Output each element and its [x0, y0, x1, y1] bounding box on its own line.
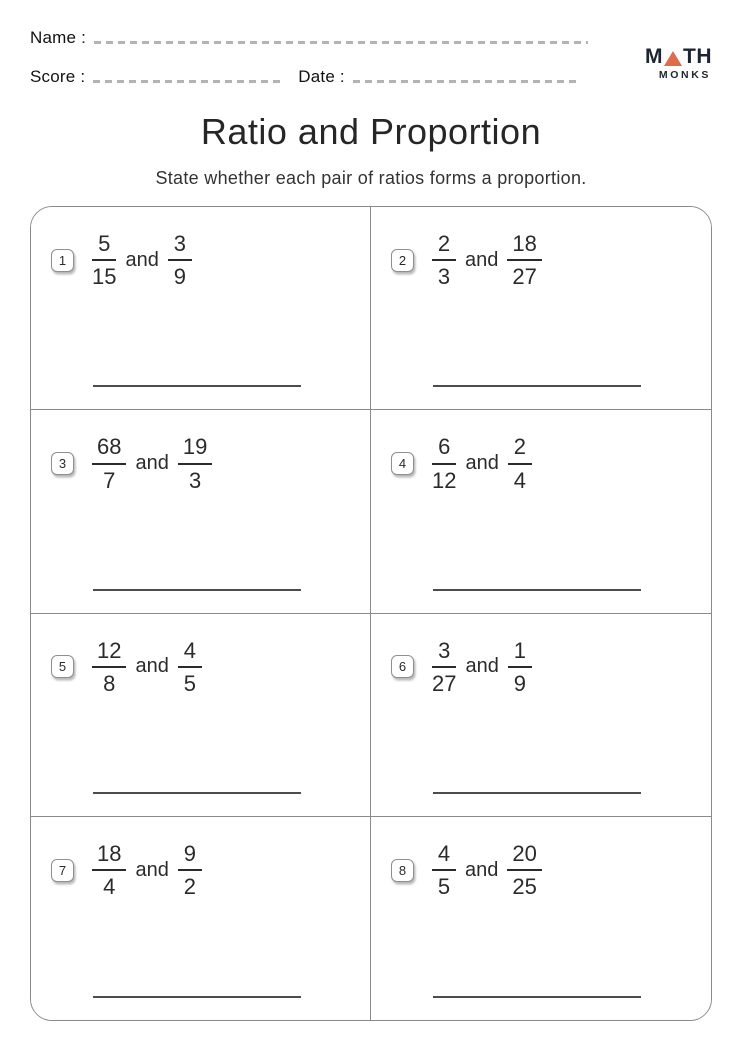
problem-statement — [31, 207, 370, 290]
first-fraction — [432, 231, 456, 290]
problem-statement — [31, 410, 370, 493]
problem-statement — [371, 614, 711, 697]
instruction-text: State whether each pair of ratios forms a proportion. — [155, 168, 587, 188]
score-field — [30, 67, 282, 87]
second-fraction-numerator: 19 — [178, 434, 212, 464]
first-fraction-numerator: 4 — [432, 841, 456, 871]
problem-statement — [31, 817, 370, 900]
answer-line[interactable] — [433, 589, 641, 591]
second-fraction-numerator: 18 — [507, 231, 541, 261]
score-label: Score : — [30, 67, 86, 86]
second-fraction — [507, 231, 541, 290]
first-fraction-denominator: 27 — [432, 670, 457, 696]
logo-letter-m: M — [645, 45, 663, 68]
date-label: Date : — [298, 67, 345, 86]
triangle-icon — [664, 51, 682, 66]
problem-cell — [371, 410, 711, 613]
first-fraction-numerator: 6 — [432, 434, 456, 464]
problem-statement — [371, 817, 711, 900]
conjunction-text: and — [135, 655, 169, 678]
first-fraction-denominator: 12 — [432, 467, 457, 493]
logo-tagline: MONKS — [658, 69, 711, 81]
second-fraction-denominator: 9 — [173, 264, 186, 290]
second-fraction-denominator: 4 — [513, 467, 526, 493]
first-fraction-numerator: 12 — [92, 638, 126, 668]
logo-wordmark — [645, 46, 712, 67]
second-fraction — [178, 638, 202, 697]
conjunction-text: and — [465, 655, 499, 678]
problem-number-badge: 7 — [51, 859, 74, 882]
first-fraction — [92, 841, 126, 900]
first-fraction — [92, 434, 126, 493]
second-fraction-denominator: 5 — [183, 670, 196, 696]
problem-cell — [371, 817, 711, 1020]
problem-number-badge: 4 — [391, 452, 414, 475]
second-fraction-numerator: 9 — [178, 841, 202, 871]
second-fraction-denominator: 3 — [188, 467, 202, 493]
second-fraction — [168, 231, 192, 290]
first-fraction — [432, 841, 456, 900]
problem-cell — [31, 614, 371, 817]
conjunction-text: and — [125, 248, 159, 271]
answer-line[interactable] — [433, 385, 641, 387]
problem-number-badge: 6 — [391, 655, 414, 678]
answer-line[interactable] — [93, 996, 301, 998]
conjunction-text: and — [135, 452, 169, 475]
conjunction-text: and — [135, 858, 169, 881]
name-input-line[interactable] — [94, 41, 588, 44]
problem-cell — [31, 817, 371, 1020]
first-fraction-denominator: 4 — [103, 874, 116, 900]
first-fraction — [432, 434, 456, 493]
problem-number-badge: 2 — [391, 249, 414, 272]
logo-letters-th: TH — [683, 45, 712, 68]
problem-cell — [371, 614, 711, 817]
first-fraction-denominator: 7 — [103, 467, 116, 493]
problem-statement — [371, 207, 711, 290]
answer-line[interactable] — [93, 792, 301, 794]
first-fraction-denominator: 8 — [103, 670, 116, 696]
first-fraction-numerator: 68 — [92, 434, 126, 464]
date-field — [298, 67, 579, 87]
conjunction-text: and — [465, 452, 499, 475]
name-label: Name : — [30, 28, 86, 47]
conjunction-text: and — [465, 248, 499, 271]
answer-line[interactable] — [433, 996, 641, 998]
problem-number-badge: 8 — [391, 859, 414, 882]
first-fraction-denominator: 3 — [437, 264, 451, 290]
first-fraction-numerator: 2 — [432, 231, 456, 261]
problem-number-badge: 5 — [51, 655, 74, 678]
second-fraction-numerator: 4 — [178, 638, 202, 668]
second-fraction-numerator: 20 — [507, 841, 541, 871]
second-fraction-denominator: 25 — [512, 874, 537, 900]
first-fraction-numerator: 18 — [92, 841, 126, 871]
problem-number-badge: 1 — [51, 249, 74, 272]
second-fraction-denominator: 9 — [513, 670, 526, 696]
problem-number-badge: 3 — [51, 452, 74, 475]
problems-grid — [30, 206, 712, 1021]
first-fraction-numerator: 3 — [432, 638, 456, 668]
second-fraction-denominator: 27 — [512, 264, 537, 290]
second-fraction — [178, 434, 212, 493]
first-fraction — [92, 638, 126, 697]
second-fraction — [507, 841, 541, 900]
first-fraction-denominator: 5 — [437, 874, 451, 900]
second-fraction-numerator: 2 — [508, 434, 532, 464]
conjunction-text: and — [465, 858, 499, 881]
first-fraction-denominator: 15 — [92, 264, 117, 290]
answer-line[interactable] — [93, 589, 301, 591]
first-fraction-numerator: 5 — [92, 231, 116, 261]
second-fraction-numerator: 3 — [168, 231, 192, 261]
math-monks-logo — [645, 46, 712, 81]
problem-cell — [31, 410, 371, 613]
answer-line[interactable] — [433, 792, 641, 794]
score-date-row — [30, 67, 712, 87]
problem-cell — [371, 207, 711, 410]
second-fraction — [508, 638, 532, 697]
name-field — [30, 28, 712, 48]
problem-statement — [31, 614, 370, 697]
problem-statement — [371, 410, 711, 493]
page-title: Ratio and Proportion — [200, 111, 542, 152]
second-fraction-denominator: 2 — [183, 874, 196, 900]
second-fraction — [178, 841, 202, 900]
date-input-line[interactable] — [353, 80, 579, 83]
answer-line[interactable] — [93, 385, 301, 387]
second-fraction — [508, 434, 532, 493]
score-input-line[interactable] — [93, 80, 282, 83]
first-fraction — [432, 638, 456, 697]
second-fraction-numerator: 1 — [508, 638, 532, 668]
problem-cell — [31, 207, 371, 410]
first-fraction — [92, 231, 116, 290]
